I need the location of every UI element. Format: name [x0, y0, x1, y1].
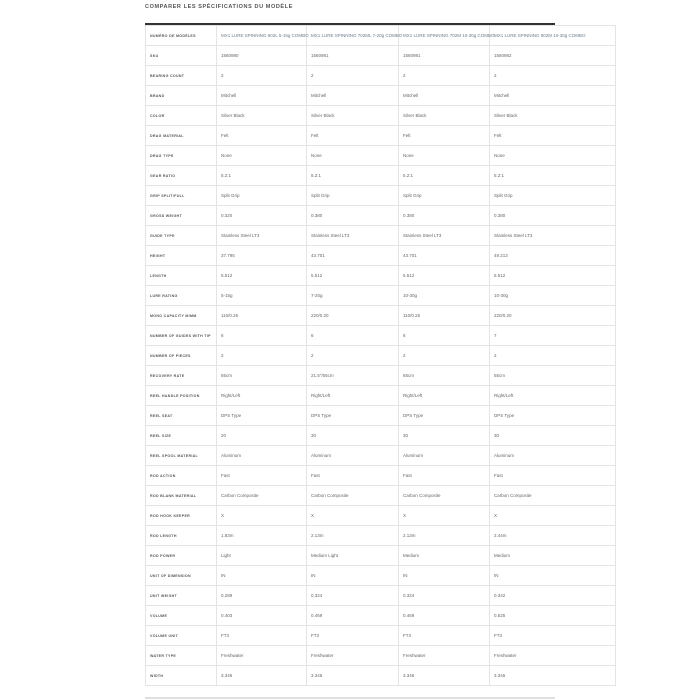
spec-value-cell: Freshwater	[399, 646, 490, 666]
spec-value-cell: Silver Black	[399, 106, 490, 126]
spec-value-cell: 220/0.20	[490, 306, 616, 326]
model-name-cell: MX1 LURE SPINNING 602L 5-15g COMBO	[217, 26, 307, 46]
spec-label: GUIDE TYPE	[146, 226, 217, 246]
spec-value-cell: 10-30g	[399, 286, 490, 306]
spec-value-cell: Split Grip	[217, 186, 307, 206]
spec-value-cell: FT3	[399, 626, 490, 646]
spec-value-cell: Split Grip	[307, 186, 399, 206]
spec-value-cell: None	[217, 146, 307, 166]
spec-value-cell: Medium	[490, 546, 616, 566]
spec-value-cell: Silver Black	[307, 106, 399, 126]
spec-value-cell: 2	[307, 66, 399, 86]
table-row	[146, 86, 616, 106]
spec-label: BEARING COUNT	[146, 66, 217, 86]
spec-value-cell: Stainless Steel LT3	[399, 226, 490, 246]
table-row	[146, 566, 616, 586]
spec-value-cell: 5.512	[490, 266, 616, 286]
spec-value-cell: 21.5"/55cm	[307, 366, 399, 386]
table-row	[146, 626, 616, 646]
spec-value-cell: Carbon Composite	[399, 486, 490, 506]
spec-label: REEL SPOOL MATERIAL	[146, 446, 217, 466]
table-row	[146, 166, 616, 186]
table-row	[146, 606, 616, 626]
table-row	[146, 386, 616, 406]
spec-label: DRAG MATERIAL	[146, 126, 217, 146]
spec-value-cell: Aluminum	[490, 446, 616, 466]
spec-value-cell: 2.13m	[307, 526, 399, 546]
spec-value-cell: 1.83m	[217, 526, 307, 546]
spec-label: RECOVERY RATE	[146, 366, 217, 386]
table-row	[146, 206, 616, 226]
table-row	[146, 646, 616, 666]
spec-label: BRAND	[146, 86, 217, 106]
spec-label: MONO CAPACITY M/MM	[146, 306, 217, 326]
spec-value-cell: 3.346	[307, 666, 399, 686]
table-row	[146, 406, 616, 426]
spec-value-cell: Aluminum	[307, 446, 399, 466]
spec-label: LURE RATING	[146, 286, 217, 306]
page-title: COMPARER LES SPÉCIFICATIONS DU MODÈLE	[145, 4, 293, 10]
spec-value-cell: Fast	[399, 466, 490, 486]
spec-value-cell: 1560980	[217, 46, 307, 66]
spec-value-cell: Stainless Steel LT3	[307, 226, 399, 246]
spec-value-cell: 2	[490, 346, 616, 366]
spec-value-cell: 2	[307, 346, 399, 366]
spec-value-cell: Light	[217, 546, 307, 566]
spec-value-cell: 0.320	[217, 206, 307, 226]
spec-value-cell: DPS Type	[217, 406, 307, 426]
table-row	[146, 226, 616, 246]
spec-label: DRAG TYPE	[146, 146, 217, 166]
spec-value-cell: 6	[399, 326, 490, 346]
spec-value-cell: Freshwater	[490, 646, 616, 666]
spec-value-cell: 5.2:1	[307, 166, 399, 186]
table-row	[146, 446, 616, 466]
spec-value-cell: Freshwater	[217, 646, 307, 666]
spec-label: SKU	[146, 46, 217, 66]
spec-value-cell: Fast	[217, 466, 307, 486]
spec-value-cell: 6	[307, 326, 399, 346]
table-row	[146, 486, 616, 506]
spec-value-cell: 0.380	[490, 206, 616, 226]
spec-value-cell: Split Grip	[399, 186, 490, 206]
spec-value-cell: 5.2:1	[399, 166, 490, 186]
spec-label: GRIP SPLIT/FULL	[146, 186, 217, 206]
spec-label: REEL HANDLE POSITION	[146, 386, 217, 406]
spec-value-cell: IN	[399, 566, 490, 586]
table-row	[146, 666, 616, 686]
table-row	[146, 426, 616, 446]
spec-value-cell: Felt	[217, 126, 307, 146]
model-name-cell: MX1 LURE SPINNING 802M 10-30g COMBO	[490, 26, 616, 46]
spec-value-cell: IN	[217, 566, 307, 586]
table-row	[146, 186, 616, 206]
spec-value-cell: 5.512	[307, 266, 399, 286]
spec-label: VOLUME UNIT	[146, 626, 217, 646]
table-row	[146, 526, 616, 546]
spec-label: GROSS WEIGHT	[146, 206, 217, 226]
spec-value-cell: Right/Left	[217, 386, 307, 406]
spec-value-cell: Medium Light	[307, 546, 399, 566]
spec-label: GEAR RATIO	[146, 166, 217, 186]
spec-value-cell: Silver Black	[217, 106, 307, 126]
spec-value-cell: 65cm	[399, 366, 490, 386]
spec-value-cell: 55cm	[490, 366, 616, 386]
spec-value-cell: Carbon Composite	[490, 486, 616, 506]
spec-value-cell: Fast	[307, 466, 399, 486]
spec-value-cell: 0.525	[490, 606, 616, 626]
spec-label: HEIGHT	[146, 246, 217, 266]
spec-value-cell: FT3	[217, 626, 307, 646]
table-row	[146, 266, 616, 286]
spec-value-cell: 43.701	[399, 246, 490, 266]
spec-value-cell: 2	[217, 66, 307, 86]
table-row	[146, 346, 616, 366]
table-row	[146, 46, 616, 66]
spec-value-cell: 7-20g	[307, 286, 399, 306]
spec-value-cell: Felt	[399, 126, 490, 146]
spec-value-cell: Split Grip	[490, 186, 616, 206]
table-row	[146, 286, 616, 306]
spec-label: VOLUME	[146, 606, 217, 626]
spec-value-cell: None	[399, 146, 490, 166]
table-row	[146, 146, 616, 166]
spec-comparison-table-container[interactable]	[145, 25, 586, 700]
spec-value-cell: 30	[307, 426, 399, 446]
spec-label: ROD LENGTH	[146, 526, 217, 546]
model-name-cell: MX1 LURE SPINNING 702ML 7-20g COMBO	[307, 26, 399, 46]
table-row	[146, 546, 616, 566]
spec-value-cell: 5.2:1	[490, 166, 616, 186]
spec-label: REEL SEAT	[146, 406, 217, 426]
spec-value-cell: 30	[399, 426, 490, 446]
spec-value-cell: Medium	[399, 546, 490, 566]
spec-value-cell: 3.346	[217, 666, 307, 686]
spec-value-cell: 43.701	[307, 246, 399, 266]
spec-value-cell: 30	[490, 426, 616, 446]
spec-value-cell: 0.289	[217, 586, 307, 606]
spec-value-cell: 5.2:1	[217, 166, 307, 186]
spec-value-cell: None	[490, 146, 616, 166]
spec-value-cell: Fast	[490, 466, 616, 486]
spec-value-cell: Carbon Composite	[307, 486, 399, 506]
spec-value-cell: Felt	[490, 126, 616, 146]
spec-value-cell: 1560982	[490, 46, 616, 66]
table-row	[146, 246, 616, 266]
spec-value-cell: Right/Left	[490, 386, 616, 406]
spec-label: REEL SIZE	[146, 426, 217, 446]
spec-value-cell: X	[490, 506, 616, 526]
spec-value-cell: 20	[217, 426, 307, 446]
spec-value-cell: 65cm	[217, 366, 307, 386]
spec-label: ROD ACTION	[146, 466, 217, 486]
spec-value-cell: Carbon Composite	[217, 486, 307, 506]
spec-table-body	[146, 26, 616, 686]
spec-value-cell: Right/Left	[307, 386, 399, 406]
spec-value-cell: Mitchell	[399, 86, 490, 106]
spec-value-cell: DPS Type	[399, 406, 490, 426]
spec-value-cell: 1560981	[399, 46, 490, 66]
spec-value-cell: 1560981	[307, 46, 399, 66]
spec-value-cell: 2.13m	[399, 526, 490, 546]
spec-value-cell: 0.380	[307, 206, 399, 226]
spec-label: WATER TYPE	[146, 646, 217, 666]
spec-value-cell: 0.342	[490, 586, 616, 606]
spec-value-cell: 110/0.25	[399, 306, 490, 326]
table-row	[146, 106, 616, 126]
spec-value-cell: FT3	[307, 626, 399, 646]
spec-label: LENGTH	[146, 266, 217, 286]
spec-value-cell: DPS Type	[307, 406, 399, 426]
spec-label: UNIT WEIGHT	[146, 586, 217, 606]
spec-value-cell: 0.469	[307, 606, 399, 626]
spec-value-cell: 2	[490, 66, 616, 86]
spec-value-cell: Aluminum	[399, 446, 490, 466]
spec-label: UNIT OF DIMENSION	[146, 566, 217, 586]
spec-value-cell: 3.346	[490, 666, 616, 686]
table-row	[146, 26, 616, 46]
spec-value-cell: X	[217, 506, 307, 526]
spec-value-cell: 37.795	[217, 246, 307, 266]
spec-value-cell: Right/Left	[399, 386, 490, 406]
spec-value-cell: 7	[490, 326, 616, 346]
table-row	[146, 326, 616, 346]
table-row	[146, 306, 616, 326]
spec-value-cell: Stainless Steel LT3	[217, 226, 307, 246]
spec-value-cell: IN	[490, 566, 616, 586]
spec-value-cell: 0.403	[217, 606, 307, 626]
spec-value-cell: Felt	[307, 126, 399, 146]
spec-value-cell: Mitchell	[307, 86, 399, 106]
spec-label: ROD HOOK KEEPER	[146, 506, 217, 526]
spec-value-cell: 2.44m	[490, 526, 616, 546]
spec-value-cell: 220/0.20	[307, 306, 399, 326]
spec-value-cell: 49.213	[490, 246, 616, 266]
spec-value-cell: 2	[399, 66, 490, 86]
table-row	[146, 66, 616, 86]
spec-label: COLOR	[146, 106, 217, 126]
spec-value-cell: Stainless Steel LT3	[490, 226, 616, 246]
spec-value-cell: 3.346	[399, 666, 490, 686]
spec-value-cell: Mitchell	[217, 86, 307, 106]
spec-value-cell: Silver Black	[490, 106, 616, 126]
spec-value-cell: X	[399, 506, 490, 526]
spec-label: NUMBER OF PIECES	[146, 346, 217, 366]
spec-value-cell: Freshwater	[307, 646, 399, 666]
table-row	[146, 366, 616, 386]
spec-label: ROD POWER	[146, 546, 217, 566]
spec-value-cell: 0.380	[399, 206, 490, 226]
spec-value-cell: DPS Type	[490, 406, 616, 426]
spec-label: WIDTH	[146, 666, 217, 686]
spec-value-cell: 2	[217, 346, 307, 366]
spec-value-cell: Mitchell	[490, 86, 616, 106]
table-row	[146, 586, 616, 606]
model-name-cell: MX1 LURE SPINNING 702M 10-30g COMBO	[399, 26, 490, 46]
spec-value-cell: 5-15g	[217, 286, 307, 306]
spec-label: ROD BLANK MATERIAL	[146, 486, 217, 506]
spec-value-cell: FT3	[490, 626, 616, 646]
spec-value-cell: 5.512	[399, 266, 490, 286]
spec-value-cell: 5.512	[217, 266, 307, 286]
spec-label: NUMBER OF GUIDES WITH TIP	[146, 326, 217, 346]
spec-value-cell: IN	[307, 566, 399, 586]
spec-value-cell: 6	[217, 326, 307, 346]
spec-value-cell: 0.324	[307, 586, 399, 606]
table-row	[146, 466, 616, 486]
table-row	[146, 506, 616, 526]
spec-value-cell: 10-30g	[490, 286, 616, 306]
spec-value-cell: None	[307, 146, 399, 166]
spec-value-cell: 0.324	[399, 586, 490, 606]
spec-value-cell: 110/0.25	[217, 306, 307, 326]
spec-value-cell: X	[307, 506, 399, 526]
spec-value-cell: 0.469	[399, 606, 490, 626]
spec-value-cell: 2	[399, 346, 490, 366]
table-row	[146, 126, 616, 146]
horizontal-scrollbar[interactable]	[145, 697, 555, 699]
spec-comparison-table	[145, 25, 616, 686]
spec-value-cell: Aluminum	[217, 446, 307, 466]
spec-label: NUMÉRO DE MODÈLES	[146, 26, 217, 46]
